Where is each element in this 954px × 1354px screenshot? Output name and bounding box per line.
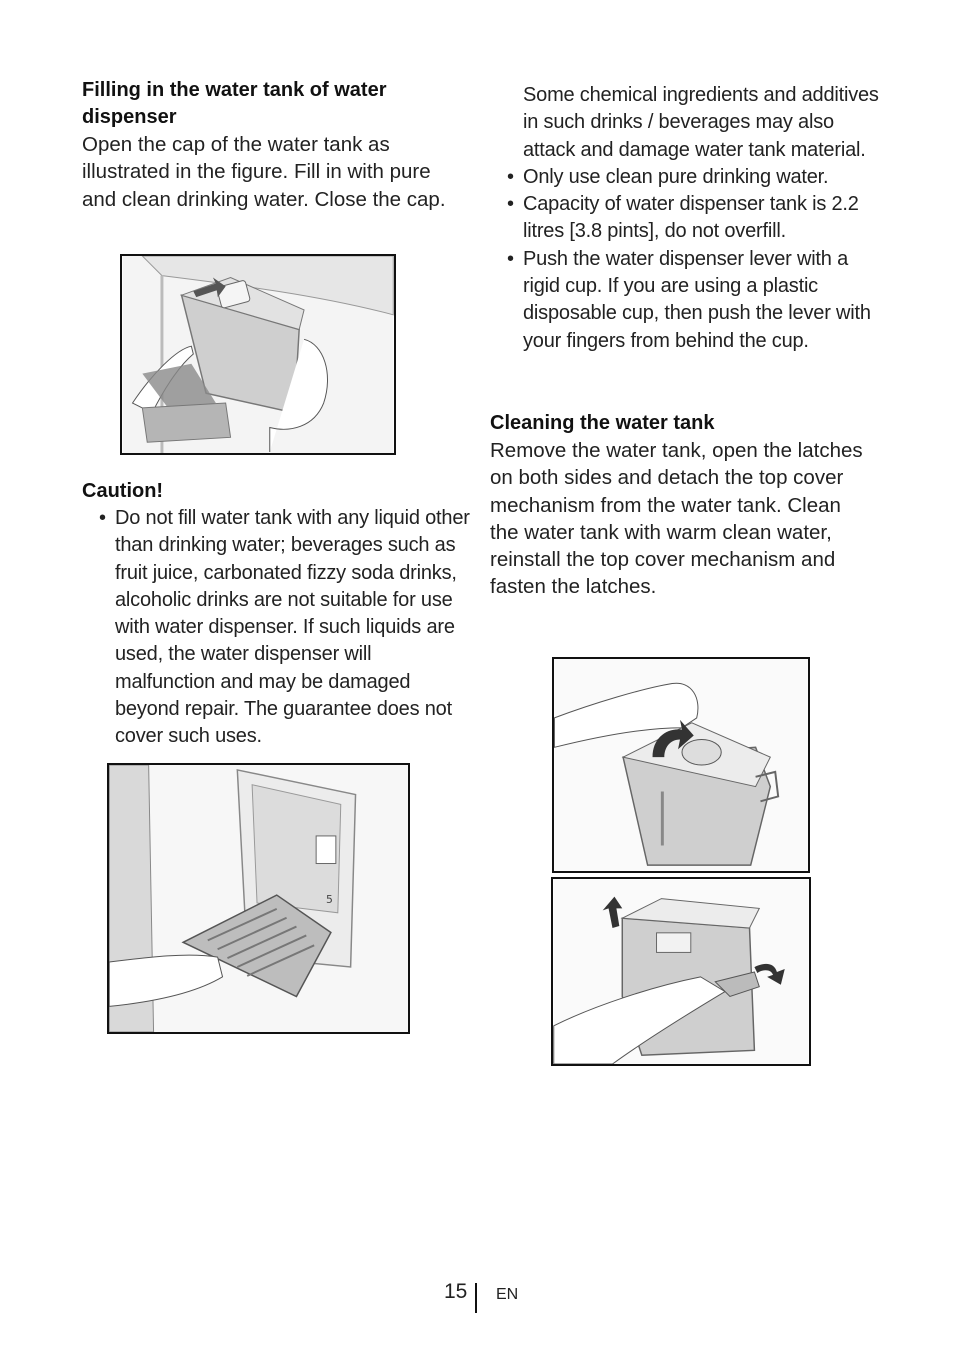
footer-divider bbox=[475, 1283, 477, 1313]
caution-section bbox=[82, 478, 472, 751]
caution-continuation: Some chemical ingredients and additives in such drinks / beverages may also attack and damage water tank material. bbox=[523, 84, 879, 161]
figure-latches bbox=[551, 877, 811, 1066]
caution-continued bbox=[490, 82, 880, 355]
caution-heading: Caution! bbox=[82, 480, 164, 502]
latches-illustration bbox=[553, 879, 809, 1064]
tray-number: 5 bbox=[325, 892, 333, 906]
caution-list bbox=[82, 505, 472, 751]
fill-heading: Filling in the water tank of water dispenser bbox=[82, 79, 387, 128]
caution-item: • Capacity of water dispenser tank is 2.2 litres [3.8 pints], do not overfill. bbox=[507, 193, 859, 243]
fill-section bbox=[82, 77, 462, 213]
fill-text: Open the cap of the water tank as illustrated in the figure. Fill in with pure and clean drinking water. Close the cap. bbox=[82, 133, 446, 211]
language-label: EN bbox=[496, 1286, 519, 1303]
clean-section bbox=[490, 410, 870, 601]
caution-more-list bbox=[490, 164, 880, 355]
open-cap-illustration bbox=[554, 659, 808, 871]
caution-item: • Push the water dispenser lever with a rigid cup. If you are using a plastic disposable cup, then push the lever with your fingers from behind the cup. bbox=[507, 247, 871, 352]
fill-tank-illustration bbox=[122, 256, 394, 453]
page-number: 15 bbox=[444, 1280, 468, 1303]
clean-heading: Cleaning the water tank bbox=[490, 412, 715, 434]
figure-fill-tank bbox=[120, 254, 396, 455]
tray-illustration bbox=[109, 765, 408, 1032]
caution-item: • Do not fill water tank with any liquid other than drinking water; beverages such as fruit juice, carbonated fizzy soda drinks, alcoholic drinks are not suitable for use with water dispenser. If such liquids are used, the water dispenser will malfunction and may be damaged beyond repair. The guarantee does not cover such uses. bbox=[99, 507, 470, 748]
figure-tray bbox=[107, 763, 410, 1034]
clean-text: Remove the water tank, open the latches on both sides and detach the top cover mechanism from the water tank. Clean the water tank with warm clean water, reinstall the top cover mechanism and fasten the latches. bbox=[490, 439, 863, 599]
figure-open-cap bbox=[552, 657, 810, 873]
caution-item: • Only use clean pure drinking water. bbox=[507, 165, 829, 188]
